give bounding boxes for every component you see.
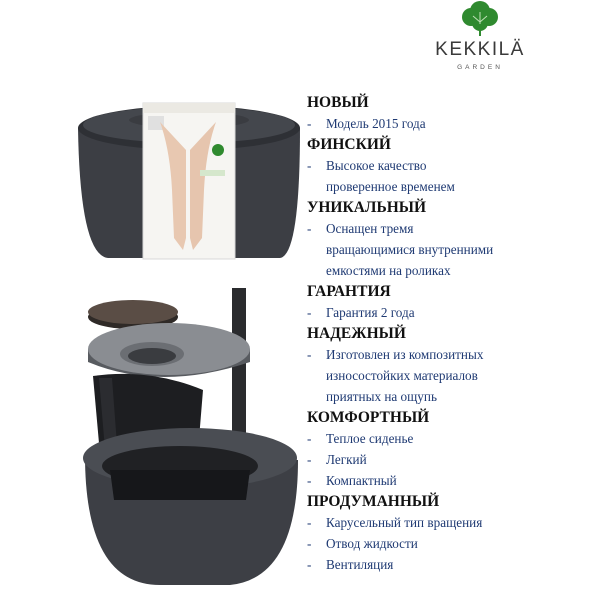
feature-heading: ПРОДУМАННЫЙ: [307, 493, 440, 510]
assembled-toilet-image: [78, 103, 300, 259]
bullet-dash: -: [307, 347, 312, 362]
feature-item-line: [307, 260, 597, 281]
bullet-dash: -: [307, 536, 312, 551]
feature-heading: НАДЕЖНЫЙ: [307, 325, 406, 342]
feature-item-text: Модель 2015 года: [326, 116, 426, 131]
bullet-dash: -: [307, 452, 312, 467]
feature-item-line: [307, 365, 597, 386]
feature-item-text: емкостями на роликах: [326, 263, 451, 278]
feature-item-line: [307, 554, 597, 575]
feature-item-line: [307, 302, 597, 323]
bullet-dash: -: [307, 116, 312, 131]
feature-item-text: приятных на ощупь: [326, 389, 437, 404]
brand-name: KEKKILÄ: [435, 39, 525, 60]
feature-heading: ГАРАНТИЯ: [307, 283, 391, 300]
feature-item-text: вращающимися внутренними: [326, 242, 494, 257]
feature-item-text: износостойких материалов: [326, 368, 478, 383]
feature-item-line: [307, 176, 597, 197]
feature-item-line: [307, 533, 597, 554]
feature-item-line: [307, 155, 597, 176]
brand-logo: [420, 0, 540, 80]
bullet-dash: -: [307, 305, 312, 320]
feature-item-line: [307, 113, 597, 134]
feature-list: [307, 92, 597, 575]
feature-item-line: [307, 218, 597, 239]
bullet-dash: -: [307, 515, 312, 530]
brand-subtitle: GARDEN: [457, 64, 503, 71]
feature-item-line: [307, 239, 597, 260]
bullet-dash: -: [307, 473, 312, 488]
feature-heading: НОВЫЙ: [307, 94, 369, 111]
feature-item-text: Теплое сиденье: [326, 431, 414, 446]
bullet-dash: -: [307, 158, 312, 173]
feature-item-text: Отвод жидкости: [326, 536, 418, 551]
feature-item-line: [307, 344, 597, 365]
bullet-dash: -: [307, 557, 312, 572]
feature-item-text: Легкий: [326, 452, 367, 467]
feature-item-text: проверенное временем: [326, 179, 455, 194]
feature-item-text: Оснащен тремя: [326, 221, 414, 236]
feature-item-line: [307, 428, 597, 449]
feature-heading: КОМФОРТНЫЙ: [307, 409, 430, 426]
feature-item-line: [307, 470, 597, 491]
feature-item-text: Изготовлен из композитных: [326, 347, 484, 362]
feature-item-text: Компактный: [326, 473, 397, 488]
feature-heading: ФИНСКИЙ: [307, 136, 391, 153]
seat-image: [88, 323, 250, 377]
leaf-logo-icon: [453, 0, 507, 38]
base-image: [83, 428, 298, 585]
feature-item-text: Гарантия 2 года: [326, 305, 415, 320]
bullet-dash: -: [307, 221, 312, 236]
feature-item-line: [307, 386, 597, 407]
feature-heading: УНИКАЛЬНЫЙ: [307, 199, 427, 216]
bullet-dash: -: [307, 431, 312, 446]
feature-item-line: [307, 449, 597, 470]
feature-item-text: Высокое качество: [326, 158, 427, 173]
feature-item-text: Карусельный тип вращения: [326, 515, 483, 530]
feature-item-line: [307, 512, 597, 533]
feature-item-text: Вентиляция: [326, 557, 394, 572]
